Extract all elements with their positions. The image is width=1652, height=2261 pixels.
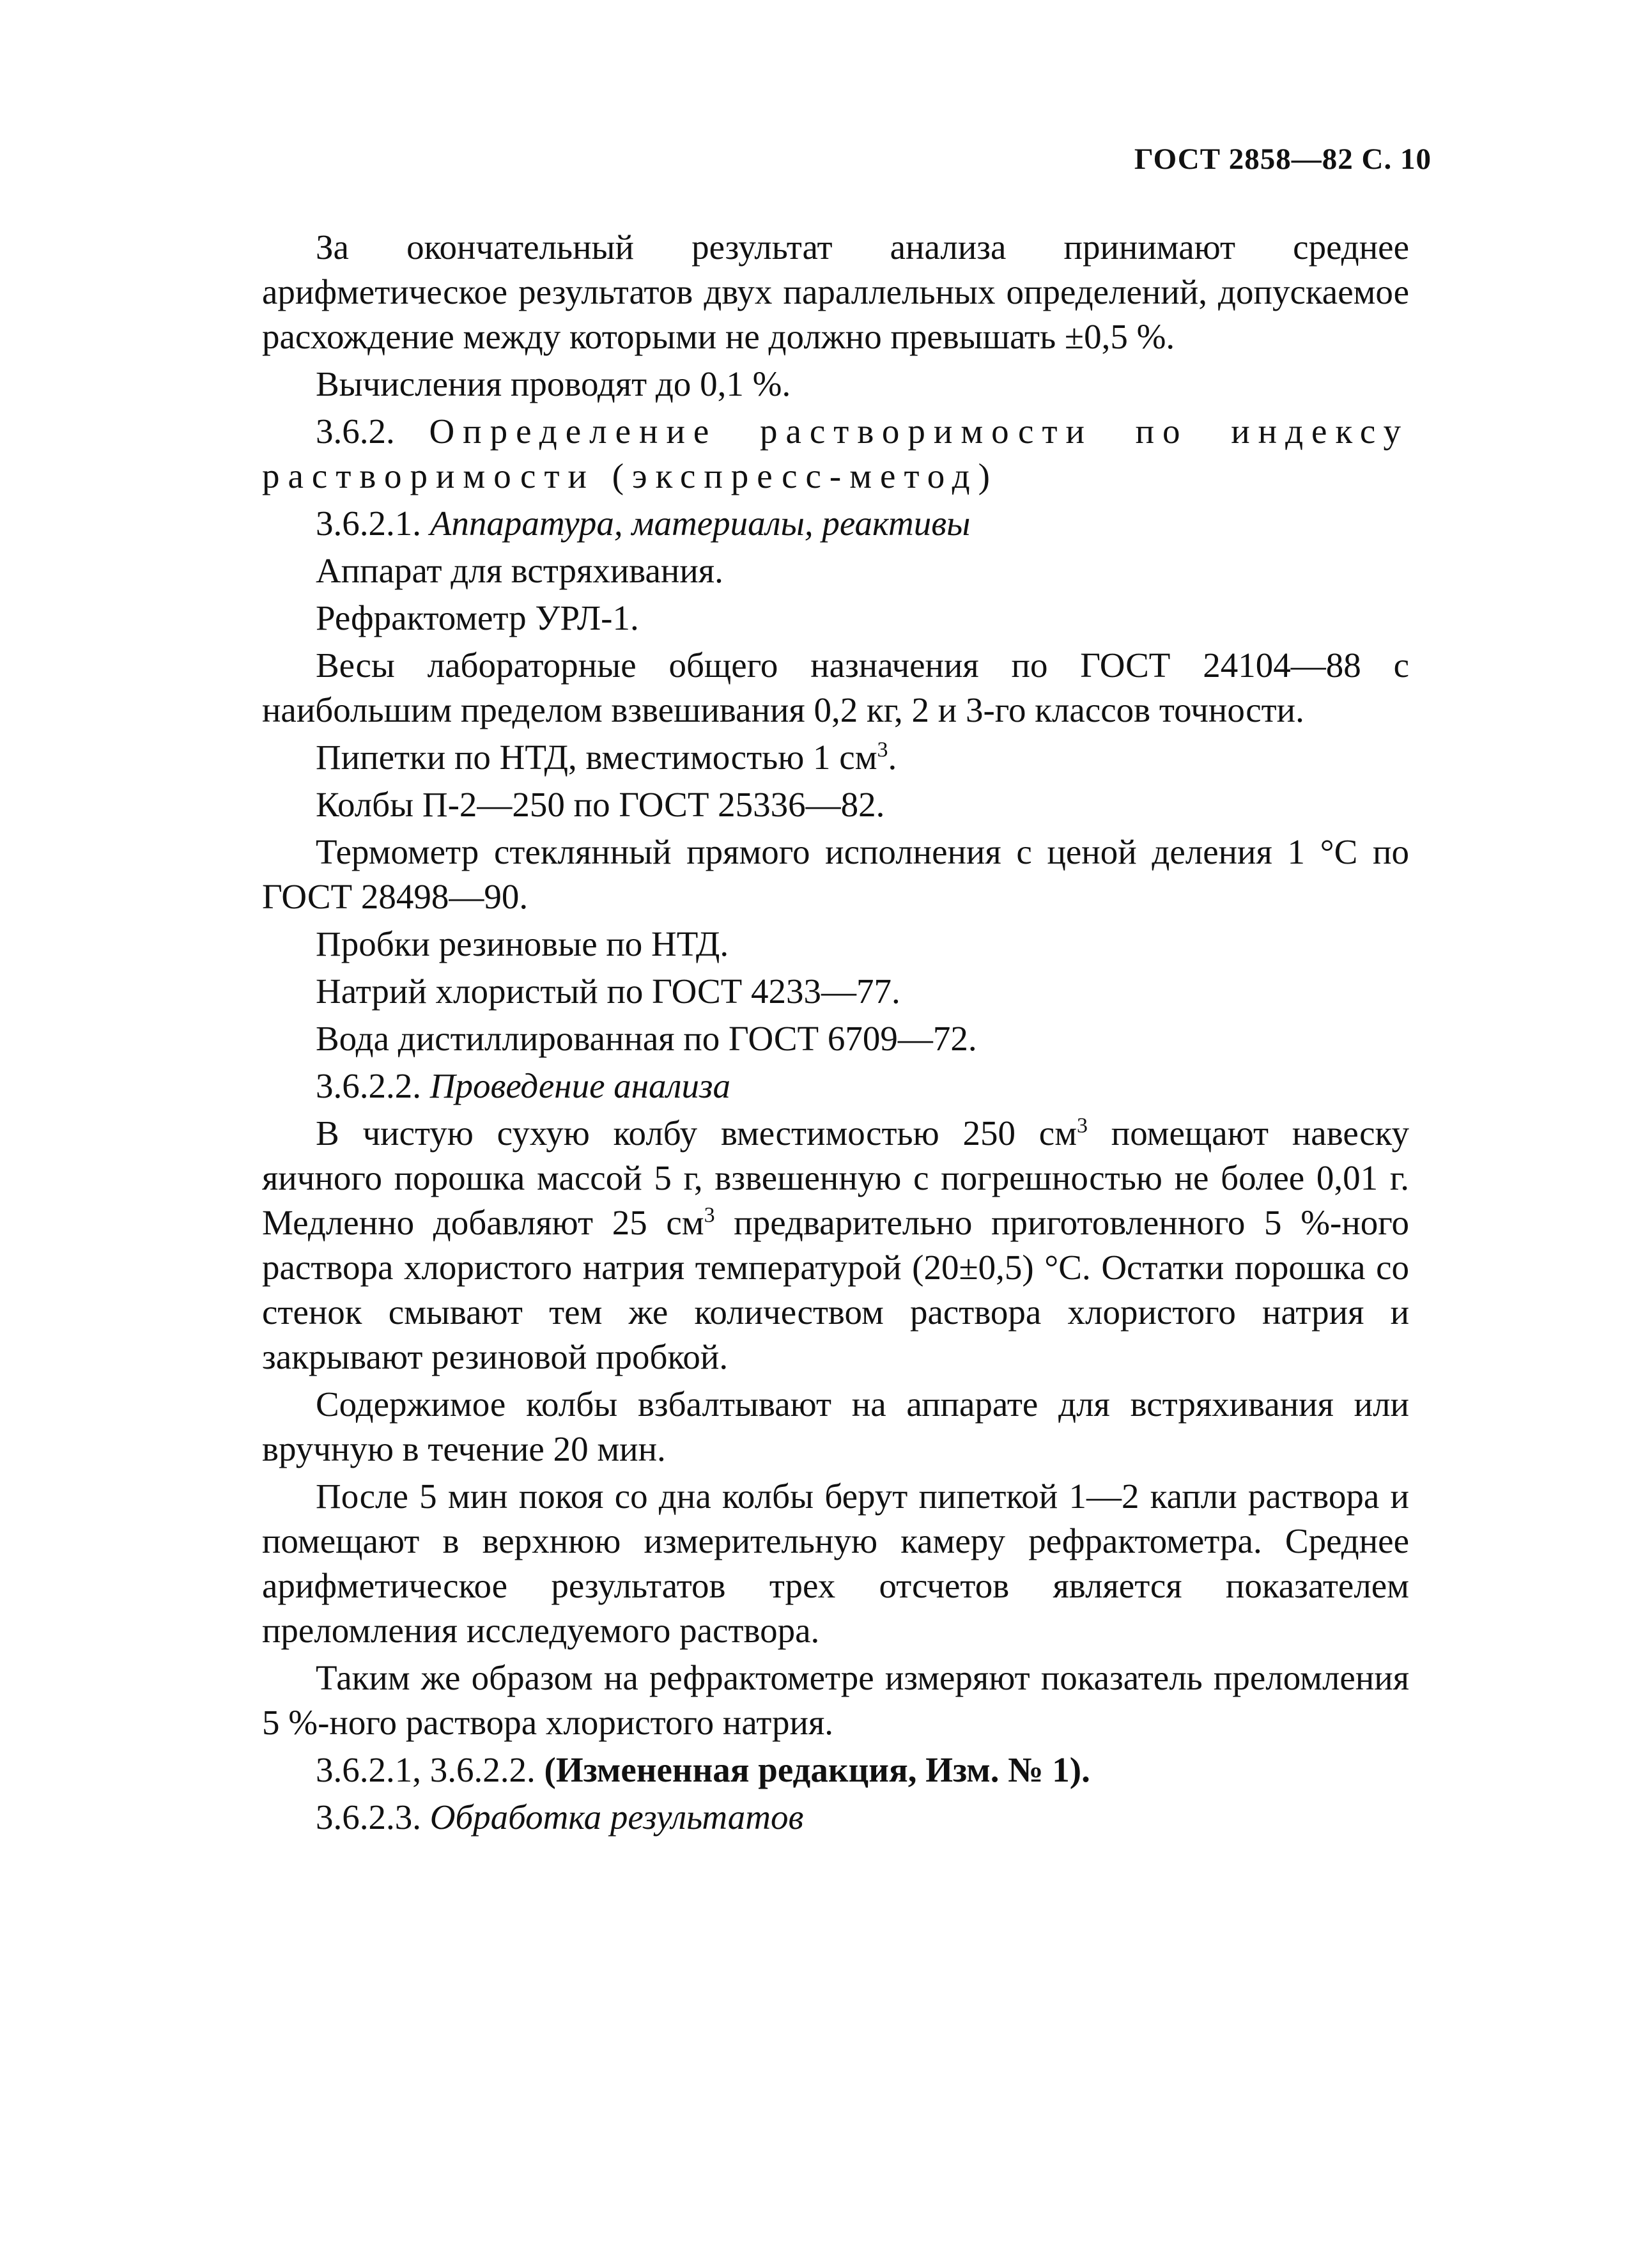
section-3-6-2-2-heading (262, 1064, 1409, 1108)
paragraph-reference-measurement: Таким же образом на рефрактометре измеряют показатель преломления 5 %-ного раствора хлористого натрия. (262, 1658, 1409, 1742)
section-title: Обработка результатов (429, 1798, 804, 1837)
paragraph-measurement: После 5 мин покоя со дна колбы берут пипеткой 1—2 капли раствора и помещают в верхнюю измерительную камеру рефрактометра. Среднее арифметическое результатов трех отсчетов является показателем преломления исследуемого раствора. (262, 1477, 1409, 1650)
document-body (262, 225, 1409, 1842)
text-fragment: предварительно приготовленного 5 %-ного раствора хлористого натрия температурой (20±0,5) °С. Остатки порошка со стенок смывают тем же количеством раствора хлористого натрия и закрывают резиновой пробкой. (262, 1203, 1409, 1376)
amendment-note (262, 1748, 1409, 1792)
list-item-shaker: Аппарат для встряхивания. (316, 551, 723, 590)
list-item-stoppers: Пробки резиновые по НТД. (316, 924, 729, 963)
text-fragment: В чистую сухую колбу вместимостью 250 см (316, 1114, 1077, 1153)
section-number: 3.6.2.1. (316, 504, 421, 543)
list-item-scales: Весы лабораторные общего назначения по ГОСТ 24104—88 с наибольшим пределом взвешивания 0,2 кг, 2 и 3-го классов точности. (262, 646, 1409, 729)
page-header: ГОСТ 2858—82 С. 10 (1134, 143, 1432, 176)
superscript: 3 (877, 738, 888, 762)
section-3-6-2-1-heading (262, 501, 1409, 546)
section-title: Проведение анализа (429, 1066, 730, 1105)
list-item-refractometer: Рефрактометр УРЛ-1. (316, 598, 639, 637)
list-item-thermometer: Термометр стеклянный прямого исполнения с ценой деления 1 °С по ГОСТ 28498—90. (262, 832, 1409, 916)
paragraph-procedure (262, 1111, 1409, 1379)
superscript: 3 (704, 1203, 715, 1227)
list-item-flasks: Колбы П-2—250 по ГОСТ 25336—82. (316, 785, 885, 824)
section-title: Аппаратура, материалы, реактивы (429, 504, 971, 543)
section-number: 3.6.2.3. (316, 1798, 421, 1837)
list-item-pipettes (262, 735, 1409, 780)
paragraph-shaking: Содержимое колбы взбалтывают на аппарате для встряхивания или вручную в течение 20 мин. (262, 1385, 1409, 1468)
text-fragment: . (888, 738, 897, 777)
section-3-6-2-heading (262, 409, 1409, 499)
section-number: 3.6.2.2. (316, 1066, 421, 1105)
list-item-distilled-water: Вода дистиллированная по ГОСТ 6709—72. (316, 1019, 977, 1058)
text-fragment: помещают навеску яичного порошка массой 5 г, взвешенную с погрешностью не более 0,01 г. Медленно добавляют 25 см (262, 1114, 1409, 1242)
paragraph-calculation-precision: Вычисления проводят до 0,1 %. (316, 364, 791, 403)
list-item-sodium-chloride: Натрий хлористый по ГОСТ 4233—77. (316, 972, 900, 1011)
text-fragment: Пипетки по НТД, вместимостью 1 см (316, 738, 877, 777)
section-title: Определение растворимости по индексу растворимости (экспресс-метод) (262, 412, 1410, 495)
amendment-text: (Измененная редакция, Изм. № 1). (544, 1750, 1090, 1789)
section-number: 3.6.2. (316, 412, 395, 451)
section-number: 3.6.2.1, 3.6.2.2. (316, 1750, 536, 1789)
superscript: 3 (1077, 1114, 1088, 1138)
paragraph-final-result: За окончательный результат анализа принимают среднее арифметическое результатов двух параллельных определений, допускаемое расхождение между которыми не должно превышать ±0,5 %. (262, 228, 1409, 356)
section-3-6-2-3-heading (262, 1795, 1409, 1840)
